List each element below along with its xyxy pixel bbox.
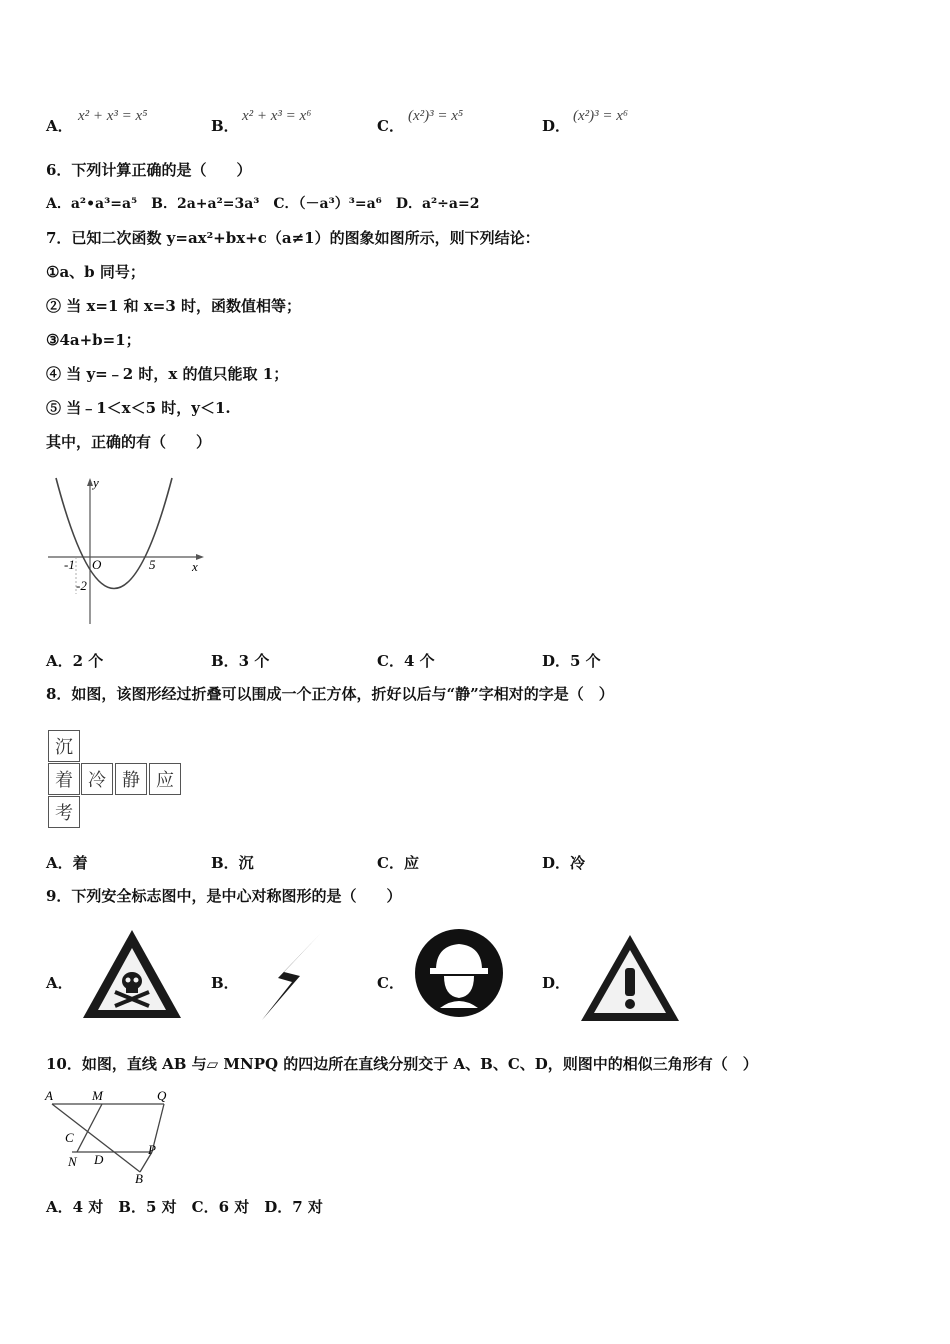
cube-cell-top: 沉 <box>48 730 80 762</box>
q7-option-c: C．4 个 <box>377 652 435 670</box>
y-axis-label: y <box>93 475 99 490</box>
label-C: C <box>65 1130 74 1145</box>
q8-option-b: B．沉 <box>211 854 254 872</box>
neg-two-label: -2 <box>76 578 87 593</box>
q8-option-a: A．着 <box>46 854 88 872</box>
q7-statement-1: ①a、b 同号； <box>46 263 145 281</box>
label-D: D <box>94 1152 104 1167</box>
q7-statement-2: ② 当 x=1 和 x=3 时，函数值相等； <box>46 297 302 315</box>
q8-option-d: D．冷 <box>542 854 586 872</box>
lightning-icon <box>256 932 326 1022</box>
label-Q: Q <box>157 1088 167 1103</box>
label-B: B <box>135 1171 143 1186</box>
q7-statement-4: ④ 当 y=﹣2 时，x 的值只能取 1； <box>46 365 289 383</box>
warning-sign-icon <box>578 932 682 1024</box>
q7-option-a: A．2 个 <box>46 652 104 670</box>
q6-stem: 6．下列计算正确的是（ ） <box>46 161 252 179</box>
q5-option-a-expr: x² + x³ = x⁵ <box>78 108 148 124</box>
q5-option-d-label: D． <box>542 117 571 135</box>
q5-option-a-label: A． <box>46 117 73 135</box>
label-P: P <box>148 1142 156 1157</box>
origin-label: O <box>92 557 102 572</box>
q10-figure <box>42 1086 177 1186</box>
q7-graph-svg <box>46 474 206 626</box>
q7-option-b: B．3 个 <box>211 652 270 670</box>
q8-option-c: C．应 <box>377 854 419 872</box>
q9-option-d-label: D． <box>542 974 571 992</box>
q7-ask: 其中，正确的有（ ） <box>46 433 212 451</box>
q7-option-d: D．5 个 <box>542 652 601 670</box>
q7-statement-3: ③4a+b=1； <box>46 331 141 349</box>
q6-options: A．a²•a³=a⁵ B．2a+a²=3a³ C．（－a³）³=a⁶ D．a²÷a=2 <box>46 196 480 212</box>
q9-stem: 9．下列安全标志图中，是中心对称图形的是（ ） <box>46 887 402 905</box>
q9-option-b-label: B． <box>211 974 239 992</box>
cube-cell-bottom: 考 <box>48 796 80 828</box>
label-N: N <box>68 1154 77 1169</box>
q7-statement-5: ⑤ 当﹣1＜x＜5 时，y＜1. <box>46 399 231 417</box>
q5-option-c-expr: (x²)³ = x⁵ <box>408 108 464 124</box>
label-M: M <box>92 1088 103 1103</box>
five-label: 5 <box>149 557 156 572</box>
q10-options: A．4 对 B．5 对 C．6 对 D．7 对 <box>46 1198 323 1216</box>
cube-cell-2: 冷 <box>81 763 113 795</box>
q5-option-c-label: C． <box>377 117 404 135</box>
x-axis-label: x <box>192 559 198 574</box>
safety-helmet-icon <box>414 928 504 1018</box>
q9-option-c-label: C． <box>377 974 404 992</box>
q9-option-a-label: A． <box>46 974 73 992</box>
cube-cell-3: 静 <box>115 763 147 795</box>
cube-cell-1: 着 <box>48 763 80 795</box>
neg-one-label: -1 <box>64 557 75 572</box>
label-A: A <box>45 1088 53 1103</box>
q7-stem: 7．已知二次函数 y=ax²+bx+c（a≠1）的图象如图所示，则下列结论： <box>46 229 540 247</box>
q5-option-d-expr: (x²)³ = x⁶ <box>573 108 629 124</box>
q10-stem: 10．如图，直线 AB 与▱ MNPQ 的四边所在直线分别交于 A、B、C、D，则图中的相似三角形有（ ） <box>46 1055 758 1073</box>
q5-option-b-label: B． <box>211 117 239 135</box>
q7-graph <box>46 474 206 626</box>
q8-stem: 8．如图，该图形经过折叠可以围成一个正方体，折好以后与“静”字相对的字是（ ） <box>46 685 614 703</box>
cube-net <box>46 728 186 832</box>
q5-option-b-expr: x² + x³ = x⁶ <box>242 108 312 124</box>
cube-cell-4: 应 <box>149 763 181 795</box>
toxic-sign-icon <box>80 926 185 1022</box>
